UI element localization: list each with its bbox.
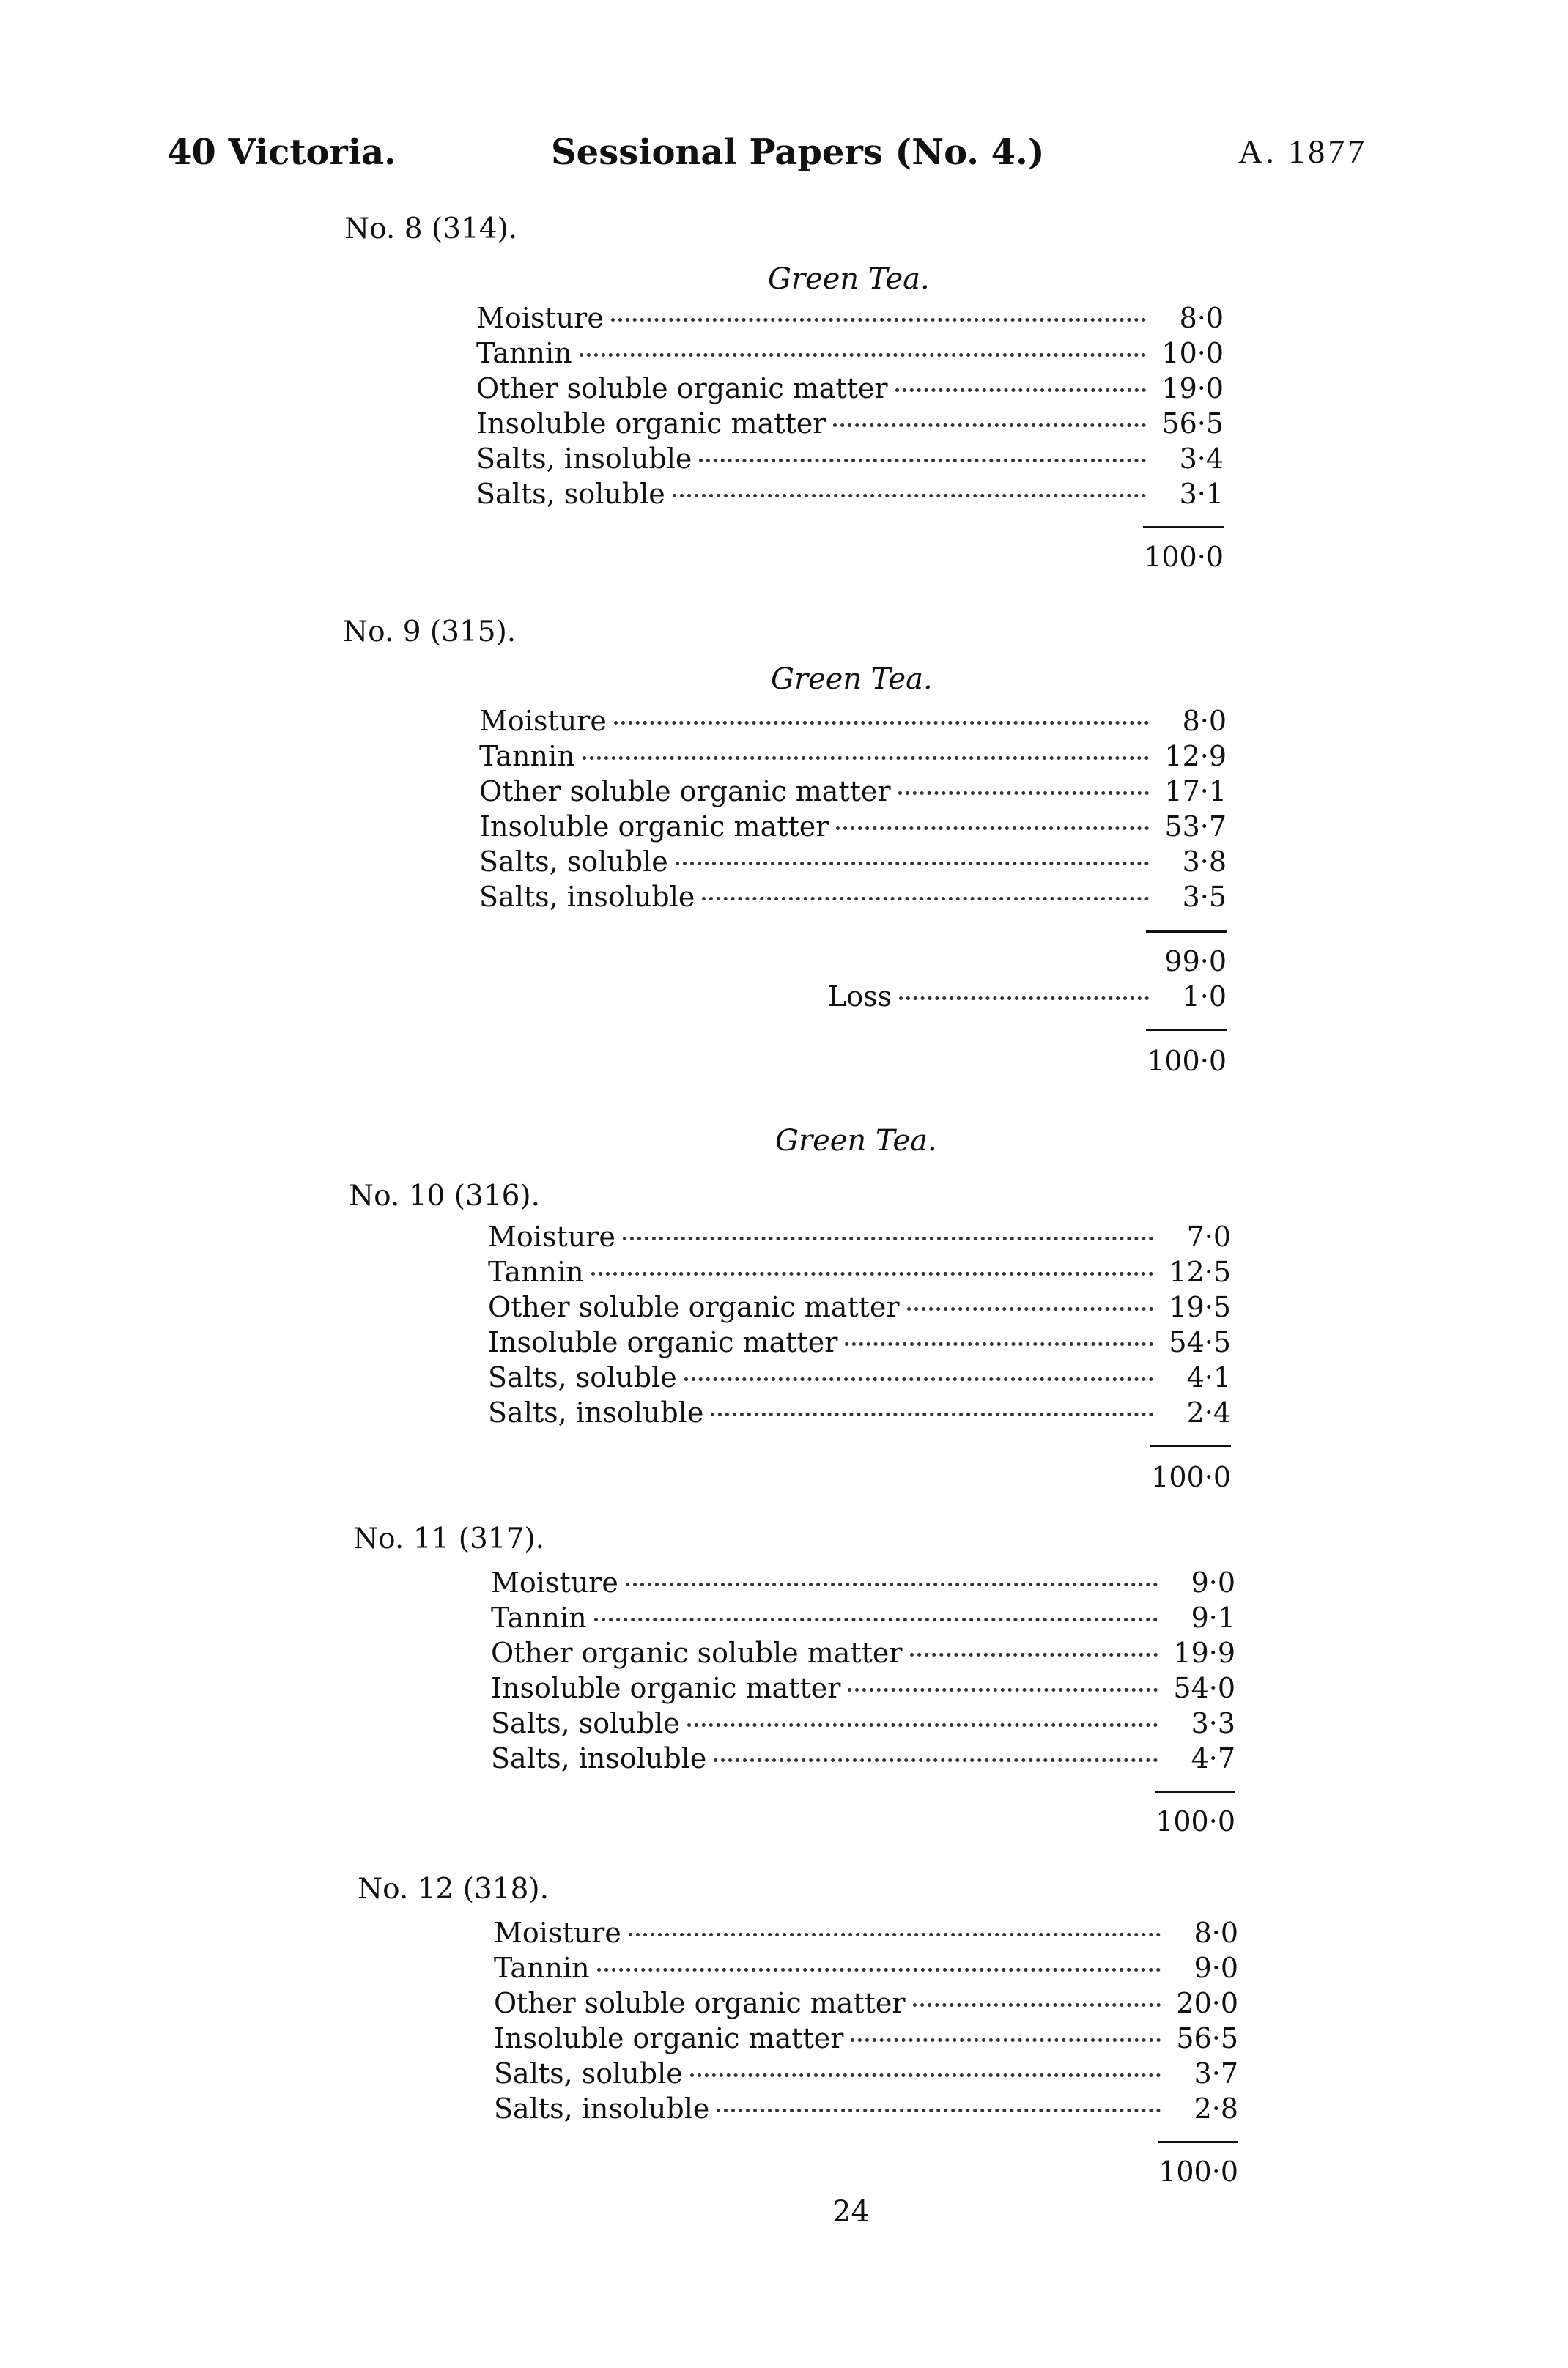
- sample-number: No. 9 (315).: [343, 615, 517, 648]
- sum-rule: [1150, 1445, 1231, 1447]
- row-label: Insoluble organic matter: [491, 1672, 841, 1704]
- row-value: 12·5: [1169, 1256, 1231, 1288]
- analysis-row: [491, 1566, 1235, 1602]
- analysis-row: [488, 1221, 1231, 1256]
- analysis-row: [476, 478, 1224, 513]
- total-value: 100·0: [1151, 1461, 1231, 1493]
- row-label: Tannin: [488, 1256, 584, 1288]
- analysis-row: [491, 1742, 1235, 1777]
- row-value: 19·0: [1161, 372, 1224, 404]
- sum-rule: [1146, 1029, 1227, 1031]
- row-label: Other soluble organic matter: [494, 1987, 906, 2019]
- running-header-left: 40 Victoria.: [167, 132, 396, 173]
- analysis-row: [488, 1361, 1231, 1396]
- total-value: 100·0: [1155, 1805, 1235, 1838]
- leader-dots: [687, 1723, 1158, 1727]
- analysis-row: [491, 1637, 1235, 1672]
- running-header-title: Sessional Papers (No. 4.): [551, 132, 1045, 173]
- row-label: Salts, insoluble: [494, 2093, 710, 2125]
- row-value: 56·5: [1161, 407, 1224, 440]
- row-label: Insoluble organic matter: [479, 810, 829, 843]
- row-value: 56·5: [1176, 2022, 1238, 2054]
- analysis-row: [488, 1291, 1231, 1326]
- row-label: Salts, soluble: [491, 1707, 680, 1739]
- analysis-row: [479, 705, 1227, 740]
- row-value: 3·5: [1182, 881, 1227, 913]
- row-value: 53·7: [1164, 810, 1227, 843]
- leader-dots: [591, 1272, 1153, 1276]
- row-value: 2·8: [1194, 2093, 1238, 2125]
- leader-dots: [676, 862, 1149, 865]
- row-value: 3·8: [1182, 846, 1227, 878]
- row-value: 9·1: [1191, 1602, 1235, 1634]
- leader-dots: [913, 2003, 1161, 2007]
- leader-dots: [702, 897, 1149, 900]
- analysis-row: [479, 810, 1227, 846]
- leader-dots: [848, 1688, 1158, 1692]
- leader-dots: [836, 826, 1149, 830]
- row-label: Salts, soluble: [476, 478, 665, 510]
- sum-rule: [1146, 930, 1227, 933]
- row-label: Salts, insoluble: [488, 1396, 704, 1429]
- row-value: 4·1: [1186, 1361, 1231, 1394]
- row-value: 10·0: [1161, 337, 1224, 369]
- row-label: Salts, soluble: [479, 846, 668, 878]
- leader-dots: [898, 791, 1149, 795]
- row-value: 8·0: [1179, 302, 1224, 334]
- leader-dots: [699, 459, 1146, 462]
- row-label: Salts, insoluble: [491, 1742, 707, 1775]
- row-value: 8·0: [1194, 1917, 1238, 1949]
- total-value: 100·0: [1144, 541, 1224, 573]
- row-label: Other soluble organic matter: [479, 775, 891, 807]
- analysis-row: [479, 775, 1227, 810]
- leader-dots: [899, 996, 1149, 1000]
- leader-dots: [594, 1618, 1158, 1621]
- row-value: 9·0: [1191, 1566, 1235, 1599]
- row-label: Moisture: [476, 302, 604, 334]
- analysis-row: [494, 1917, 1238, 1952]
- sample-number: No. 8 (314).: [344, 212, 518, 245]
- row-value: 19·5: [1169, 1291, 1231, 1323]
- sample-subtitle: Green Tea.: [768, 262, 930, 296]
- row-label: Tannin: [491, 1602, 587, 1634]
- row-label: Loss: [828, 980, 892, 1013]
- sample-number: No. 12 (318).: [358, 1873, 550, 1906]
- analysis-row: [491, 1707, 1235, 1742]
- row-label: Insoluble organic matter: [476, 407, 826, 440]
- leader-dots: [714, 1758, 1158, 1762]
- sum-rule: [1158, 2141, 1238, 2143]
- row-label: Moisture: [494, 1917, 621, 1949]
- row-label: Moisture: [491, 1566, 618, 1599]
- row-value: 54·5: [1169, 1326, 1231, 1358]
- analysis-row: [488, 1256, 1231, 1291]
- row-value: 54·0: [1173, 1672, 1235, 1704]
- analysis-row: [491, 1672, 1235, 1707]
- row-value: 1·0: [1182, 980, 1227, 1013]
- row-value: 19·9: [1173, 1637, 1235, 1669]
- row-value: 12·9: [1164, 740, 1227, 772]
- running-header-right: A. 1877: [1238, 133, 1368, 170]
- analysis-row: [494, 1952, 1238, 1987]
- sum-rule: [1155, 1791, 1235, 1793]
- row-value: 17·1: [1164, 775, 1227, 807]
- leader-dots: [614, 721, 1149, 725]
- leader-dots: [626, 1583, 1158, 1586]
- analysis-row: [479, 740, 1227, 775]
- leader-dots: [629, 1933, 1161, 1936]
- row-value: 3·3: [1191, 1707, 1235, 1739]
- analysis-row: [488, 1396, 1231, 1432]
- sample-subtitle: Green Tea.: [775, 1124, 937, 1158]
- leader-dots: [711, 1413, 1153, 1416]
- leader-dots: [580, 353, 1146, 357]
- row-value: 3·7: [1194, 2057, 1238, 2090]
- row-value: 4·7: [1191, 1742, 1235, 1775]
- sample-number: No. 11 (317).: [353, 1522, 545, 1555]
- row-label: Tannin: [476, 337, 572, 369]
- leader-dots: [597, 1968, 1161, 1972]
- row-value: 3·4: [1179, 443, 1224, 475]
- leader-dots: [895, 388, 1146, 392]
- row-value: 7·0: [1186, 1221, 1231, 1253]
- row-label: Salts, soluble: [488, 1361, 677, 1394]
- analysis-row: [476, 443, 1224, 478]
- leader-dots: [690, 2073, 1161, 2077]
- leader-dots: [845, 1342, 1153, 1346]
- analysis-row: [488, 1326, 1231, 1361]
- analysis-row: [479, 846, 1227, 881]
- analysis-row: [494, 2057, 1238, 2093]
- row-label: Other organic soluble matter: [491, 1637, 903, 1669]
- row-label: Other soluble organic matter: [476, 372, 888, 404]
- analysis-row: [479, 881, 1227, 916]
- row-value: 9·0: [1194, 1952, 1238, 1984]
- leader-dots: [910, 1653, 1158, 1657]
- leader-dots: [623, 1237, 1153, 1240]
- row-label: Salts, insoluble: [479, 881, 695, 913]
- analysis-row: [476, 407, 1224, 443]
- row-label: Other soluble organic matter: [488, 1291, 900, 1323]
- row-label: Salts, soluble: [494, 2057, 683, 2090]
- page-number: 24: [832, 2195, 870, 2229]
- leader-dots: [684, 1377, 1153, 1381]
- row-value: 2·4: [1186, 1396, 1231, 1429]
- row-label: Insoluble organic matter: [494, 2022, 844, 2054]
- leader-dots: [851, 2038, 1161, 2042]
- leader-dots: [833, 423, 1146, 427]
- row-label: Tannin: [494, 1952, 590, 1984]
- row-label: Tannin: [479, 740, 575, 772]
- leader-dots: [611, 318, 1146, 322]
- row-value: 3·1: [1179, 478, 1224, 510]
- row-value: 8·0: [1182, 705, 1227, 737]
- sample-number: No. 10 (316).: [349, 1180, 541, 1213]
- row-label: Salts, insoluble: [476, 443, 692, 475]
- analysis-row: [494, 1987, 1238, 2022]
- analysis-row: [491, 1602, 1235, 1637]
- leader-dots: [907, 1307, 1153, 1311]
- analysis-row: [476, 337, 1224, 372]
- loss-row: [828, 980, 1227, 1015]
- sample-subtitle: Green Tea.: [771, 662, 933, 696]
- leader-dots: [673, 494, 1146, 497]
- analysis-row: [494, 2093, 1238, 2128]
- analysis-row: [476, 372, 1224, 407]
- row-label: Insoluble organic matter: [488, 1326, 838, 1358]
- total-value: 100·0: [1147, 1045, 1227, 1077]
- sum-rule: [1143, 526, 1224, 528]
- analysis-row: [476, 302, 1224, 337]
- analysis-row: [494, 2022, 1238, 2057]
- row-label: Moisture: [488, 1221, 615, 1253]
- total-value: 100·0: [1158, 2156, 1238, 2188]
- leader-dots: [717, 2109, 1161, 2112]
- leader-dots: [583, 756, 1149, 760]
- row-value: 20·0: [1176, 1987, 1238, 2019]
- row-label: Moisture: [479, 705, 607, 737]
- subtotal-value: 99·0: [1164, 945, 1227, 977]
